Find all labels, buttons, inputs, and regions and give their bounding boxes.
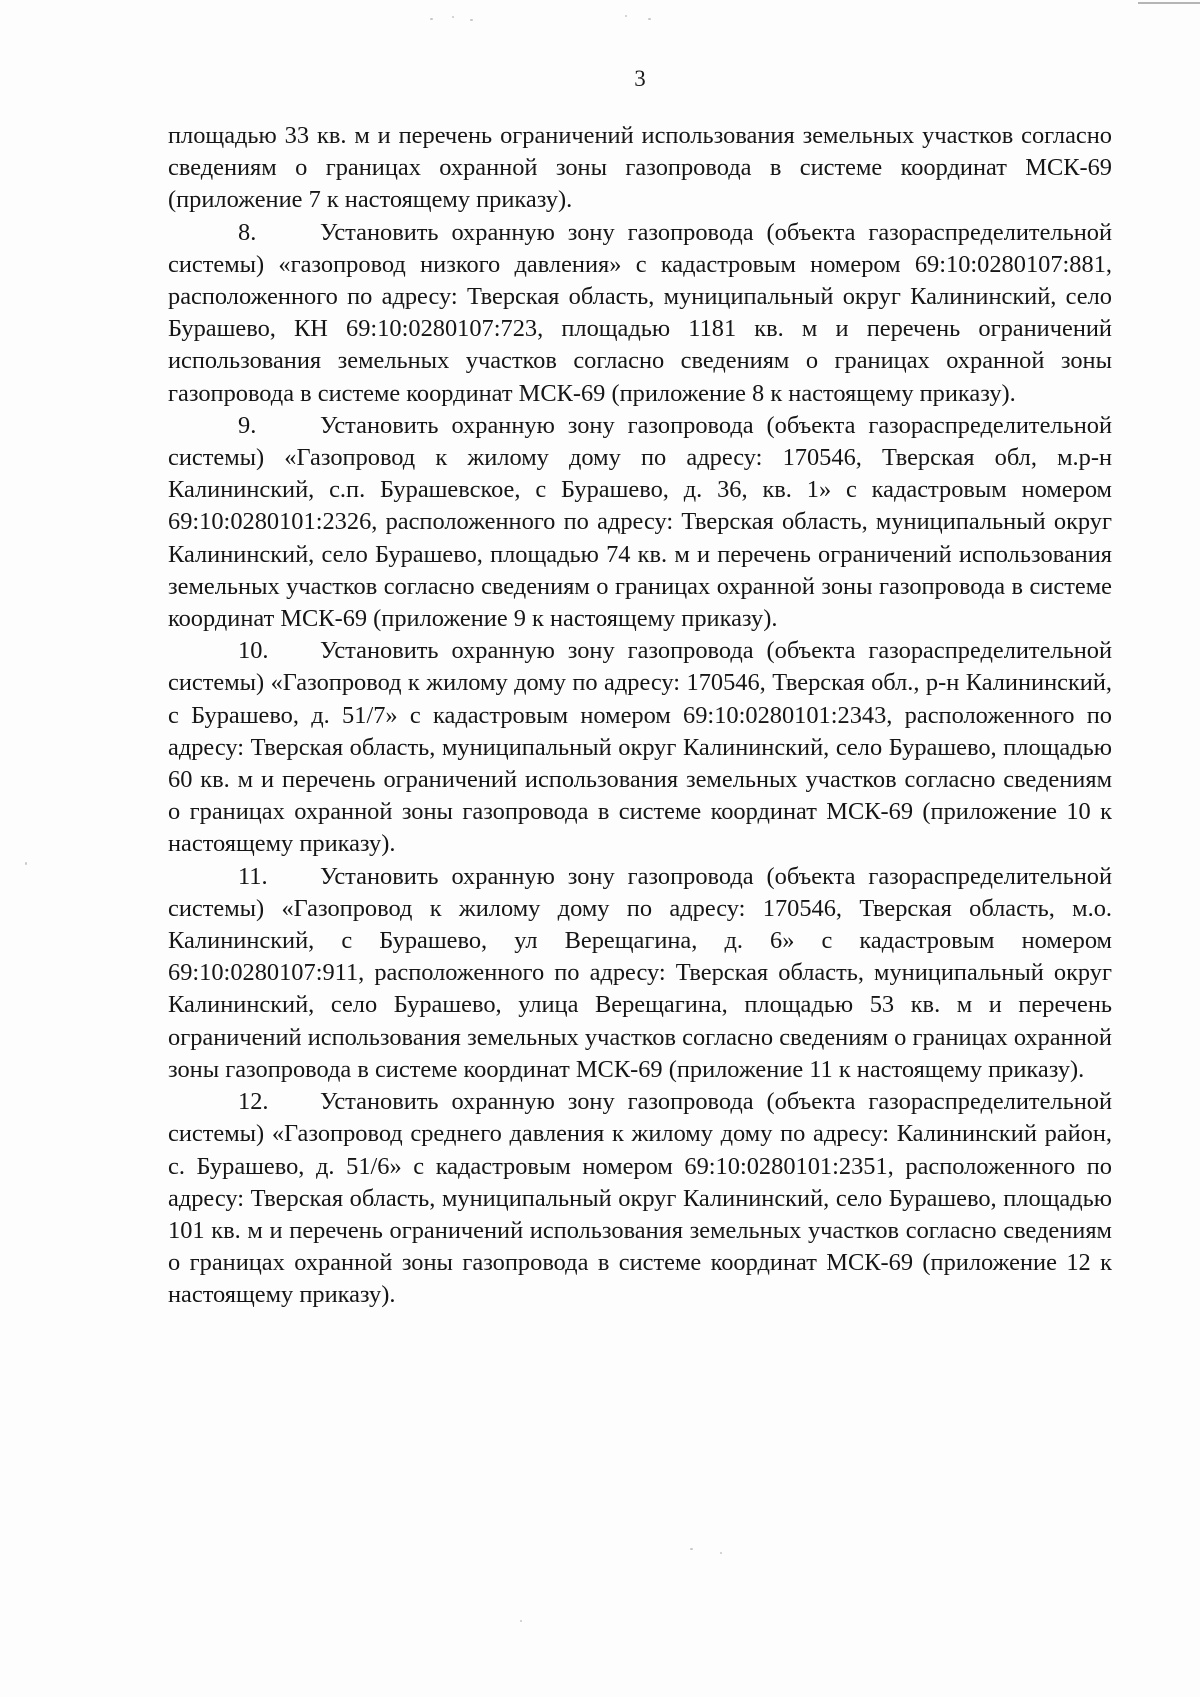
scan-speck [470,19,473,21]
page-number: 3 [634,66,646,91]
paragraph-text: Установить охранную зону газопровода (объекта газораспределительной системы) «Газопровод к жилому дому по адресу: 170546, Тверская область, м.о. Калининский, с Бурашево, ул Верещагина, д. 6» с кадастровым номером 69:10:0280107:911, расположенного по адресу: Тверская область, муниципальный округ Калининский, село Бурашево, улица Верещагина, площадью 53 кв. м и перечень ограничений использования земельных участков согласно сведениям о границах охранной зоны газопровода в системе координат МСК-69 (приложение 11 к настоящему приказу). [168,862,1112,1083]
scan-speck [25,862,27,865]
paragraph-text: Установить охранную зону газопровода (объекта газораспределительной системы) «Газопровод среднего давления к жилому дому по адресу: Калининский район, с. Бурашево, д. 51/6» с кадастровым номером 69:10:0280101:2351, расположенного по адресу: Тверская область, муниципальный округ Калининский, село Бурашево, площадью 101 кв. м и перечень ограничений использования земельных участков согласно сведениям о границах охранной зоны газопровода в системе координат МСК-69 (приложение 12 к настоящему приказу). [168,1088,1112,1309]
paragraph-text: Установить охранную зону газопровода (объекта газораспределительной системы) «Газопровод к жилому дому по адресу: 170546, Тверская обл., р-н Калининский, с Бурашево, д. 51/7» с кадастровым номером 69:10:0280101:2343, расположенного по адресу: Тверская область, муниципальный округ Калининский, село Бурашево, площадью 60 кв. м и перечень ограничений использования земельных участков согласно сведениям о границах охранной зоны газопровода в системе координат МСК-69 (приложение 10 к настоящему приказу). [168,637,1112,858]
paragraph-number: 10. [238,637,269,665]
paragraph-item-9 [168,410,1112,635]
scan-speck [520,1620,522,1622]
scan-speck [625,15,627,17]
paragraph-item-10 [168,635,1112,860]
scan-speck [430,18,433,20]
scan-speck [720,1552,722,1554]
paragraph-number: 11. [238,862,268,890]
paragraph-text: Установить охранную зону газопровода (объекта газораспределительной системы) «газопровод низкого давления» с кадастровым номером 69:10:0280107:881, расположенного по адресу: Тверская область, муниципальный округ Калининский, село Бурашево, КН 69:10:0280107:723, площадью 1181 кв. м и перечень ограничений использования земельных участков согласно сведениям о границах охранной зоны газопровода в системе координат МСК-69 (приложение 8 к настоящему приказу). [168,218,1112,407]
scan-speck [690,1548,693,1550]
paragraph-item-8 [168,217,1112,410]
paragraph-number: 9. [238,411,257,439]
scan-speck [452,16,454,18]
document-body [168,120,1112,1312]
scan-edge-mark [1138,2,1200,4]
paragraph-number: 8. [238,218,257,246]
paragraph-text: площадью 33 кв. м и перечень ограничений использования земельных участков согласно сведениям о границах охранной зоны газопровода в системе координат МСК-69 (приложение 7 к настоящему приказу). [168,122,1112,214]
paragraph-continuation [168,120,1112,217]
paragraph-item-12 [168,1086,1112,1311]
scan-speck [648,18,651,20]
paragraph-number: 12. [238,1088,269,1116]
paragraph-item-11 [168,861,1112,1086]
paragraph-text: Установить охранную зону газопровода (объекта газораспределительной системы) «Газопровод к жилому дому по адресу: 170546, Тверская обл, м.р-н Калининский, с.п. Бурашевское, с Бурашево, д. 36, кв. 1» с кадастровым номером 69:10:0280101:2326, расположенного по адресу: Тверская область, муниципальный округ Калининский, село Бурашево, площадью 74 кв. м и перечень ограничений использования земельных участков согласно сведениям о границах охранной зоны газопровода в системе координат МСК-69 (приложение 9 к настоящему приказу). [168,411,1112,633]
